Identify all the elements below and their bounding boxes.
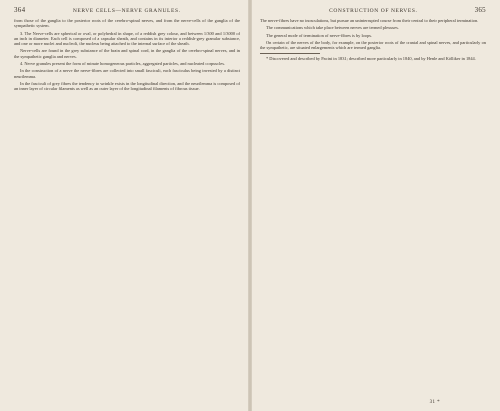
- paragraph: The communications which take place between nerves are termed plexuses.: [266, 25, 399, 31]
- right-page-body: [260, 18, 486, 62]
- book-gutter: [248, 0, 252, 411]
- paragraph: from those of the ganglia to the posterior roots of the cerebro-spinal nerves, and from the nerve-cells of the ganglia of the sympathetic system.: [14, 18, 240, 29]
- left-page-header: [14, 6, 240, 14]
- footnote: * Discovered and described by Pacini in 1831; described more particularly in 1840, and by Henle and Kölliker in 1844.: [266, 56, 476, 62]
- paragraph: 3. The Nerve-cells are spherical or oval, or polyhedral in shape, of a reddish grey colour, and between 1/300 and 1/3000 of an inch in diameter. Each cell is composed of a capsular sheath, and contains in its interior a reddish-grey granular substance, and one or more nuclei and nucleoli, the nucleus being attached to the internal surface of the sheath.: [14, 30, 240, 47]
- paragraph: Nerve-cells are found in the grey substance of the brain and spinal cord, in the ganglia of the cerebro-spinal nerves, and in the sympathetic ganglia and nerves.: [14, 48, 240, 59]
- right-page-header: [260, 6, 486, 14]
- page-number-left: 364: [14, 6, 26, 14]
- running-head-right: CONSTRUCTION OF NERVES.: [329, 8, 418, 14]
- running-head-left: NERVE CELLS—NERVE GRANULES.: [72, 8, 181, 14]
- paragraph: In the fasciculi of grey fibres the tendency to wrinkle exists in the longitudinal direction, and the neurilemma is composed of an inner layer of circular filaments as well as an outer layer of the longitudinal filaments of fibrous tissue.: [14, 80, 240, 92]
- paragraph: In the construction of a nerve the nerve-fibres are collected into small fasciculi, each fasciculus being invested by a distinct neurilemma.: [14, 68, 240, 79]
- paragraph: 4. Nerve granules present the form of minute homogeneous particles, aggregated particles, and nucleated corpuscles.: [20, 61, 226, 67]
- right-page: [250, 0, 500, 411]
- paragraph: The general mode of termination of nerve-fibres is by loops.: [266, 32, 373, 38]
- paragraph: On certain of the nerves of the body, for example, on the posterior roots of the cranial and spinal nerves, and particularly on the sympathetic, are situated enlargements which are termed ganglia.: [260, 39, 486, 51]
- paragraph: The nerve-fibres have no inosculations, but pursue an uninterrupted course from their central to their peripheral termination.: [260, 18, 479, 23]
- signature-mark: 31 *: [429, 400, 440, 405]
- left-page-body: [14, 18, 240, 92]
- footnote-divider: [260, 53, 320, 54]
- page-number-right: 365: [474, 6, 486, 14]
